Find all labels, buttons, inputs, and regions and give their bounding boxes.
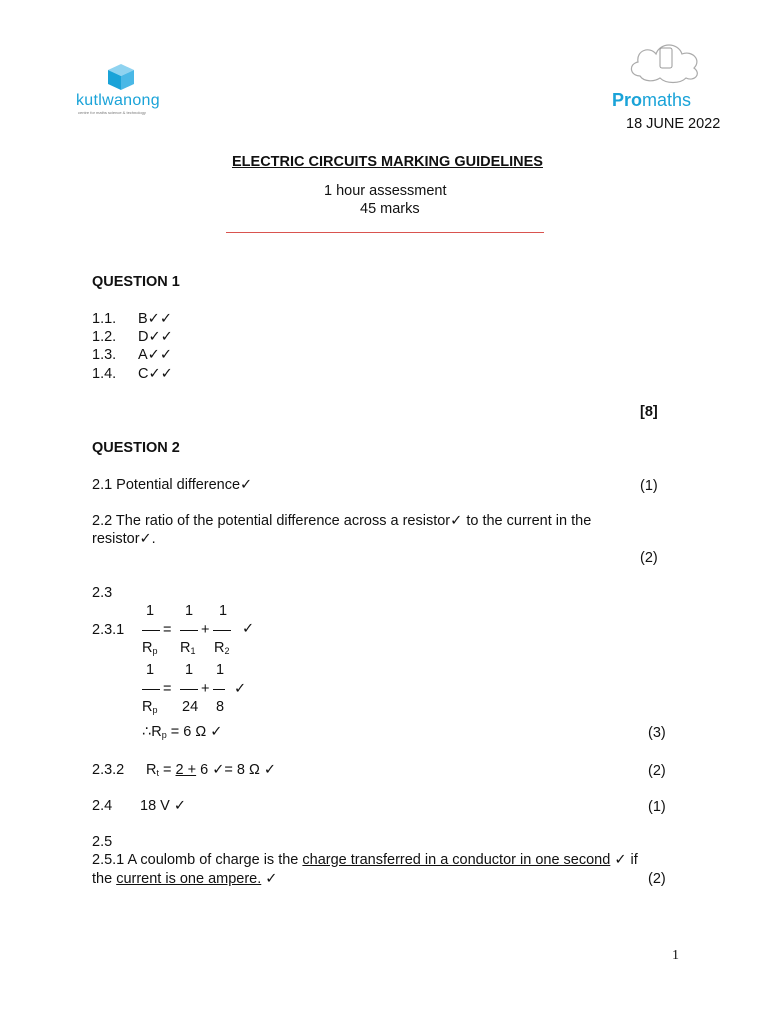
q24-label: 2.4 <box>92 798 113 814</box>
eq1-num3: 1 <box>219 603 228 619</box>
q251-line2: the current is one ampere. ✓ <box>92 871 278 887</box>
q231-mark: (3) <box>648 725 666 741</box>
page-title: ELECTRIC CIRCUITS MARKING GUIDELINES <box>232 154 543 170</box>
eq1-den3: $R_2$ <box>214 640 230 656</box>
q232-answer: $R_t = 2 + 6$ ✓= 8 Ω ✓ <box>146 762 276 778</box>
q1-item-ans: D✓✓ <box>138 329 173 345</box>
question-1-heading: QUESTION 1 <box>92 274 180 290</box>
q231-result: $\therefore R_p = 6$ Ω ✓ <box>142 724 223 740</box>
q1-item-ans: B✓✓ <box>138 311 172 327</box>
q1-item-num: 1.1. <box>92 311 117 327</box>
eq2-num3: 1 <box>216 662 225 678</box>
kutlwanong-name: kutlwanong <box>76 92 160 109</box>
eq1-bar1 <box>142 630 160 631</box>
q22-mark: (2) <box>640 550 658 566</box>
eq2-bar3 <box>213 689 225 690</box>
eq2-equals: = <box>163 681 172 697</box>
eq1-plus: + <box>201 622 210 638</box>
q251-mark: (2) <box>648 871 666 887</box>
page-number: 1 <box>672 948 679 963</box>
eq2-bar2 <box>180 689 198 690</box>
q1-item-ans: A✓✓ <box>138 347 172 363</box>
promaths-wordmark: Promaths <box>612 90 692 110</box>
eq2-num2: 1 <box>185 662 194 678</box>
q1-item-num: 1.2. <box>92 329 117 345</box>
eq2-num1: 1 <box>146 662 155 678</box>
promaths-logo <box>612 36 722 112</box>
kutlwanong-logo <box>76 58 168 116</box>
q21-text: 2.1 Potential difference✓ <box>92 477 253 493</box>
eq1-tick: ✓ <box>242 621 255 637</box>
eq2-tick: ✓ <box>234 681 247 697</box>
q23-label: 2.3 <box>92 585 113 601</box>
eq2-den1: $R_p$ <box>142 699 158 715</box>
q232-label: 2.3.2 <box>92 762 125 778</box>
q251-line1: 2.5.1 A coulomb of charge is the charge transferred in a conductor in one second ✓ if <box>92 852 638 868</box>
eq1-num2: 1 <box>185 603 194 619</box>
eq1-den2: $R_1$ <box>180 640 196 656</box>
eq2-den2: 24 <box>182 699 199 715</box>
subtitle-marks: 45 marks <box>360 201 420 217</box>
red-divider <box>226 232 544 233</box>
subtitle-assessment: 1 hour assessment <box>324 183 447 199</box>
question-2-heading: QUESTION 2 <box>92 440 180 456</box>
q231-label: 2.3.1 <box>92 622 125 638</box>
q1-item-num: 1.3. <box>92 347 117 363</box>
cloud-icon <box>626 36 706 86</box>
q1-item-num: 1.4. <box>92 366 117 382</box>
eq1-bar3 <box>213 630 231 631</box>
q232-mark: (2) <box>648 763 666 779</box>
q24-mark: (1) <box>648 799 666 815</box>
q24-answer: 18 V ✓ <box>140 798 187 814</box>
kutlwanong-tagline: centre for maths science & technology <box>78 110 146 115</box>
q21-mark: (1) <box>640 478 658 494</box>
q22-line1: 2.2 The ratio of the potential difference across a resistor✓ to the current in the <box>92 513 592 529</box>
cube-icon <box>106 62 136 92</box>
q1-total: [8] <box>640 404 658 420</box>
eq1-bar2 <box>180 630 198 631</box>
eq1-num1: 1 <box>146 603 155 619</box>
q25-label: 2.5 <box>92 834 113 850</box>
eq2-den3: 8 <box>216 699 225 715</box>
eq1-den1: $R_p$ <box>142 640 158 656</box>
q1-item-ans: C✓✓ <box>138 366 173 382</box>
eq2-bar1 <box>142 689 160 690</box>
eq2-plus: + <box>201 681 210 697</box>
q22-line2: resistor✓. <box>92 531 156 547</box>
eq1-equals: = <box>163 622 172 638</box>
date: 18 JUNE 2022 <box>626 116 721 132</box>
